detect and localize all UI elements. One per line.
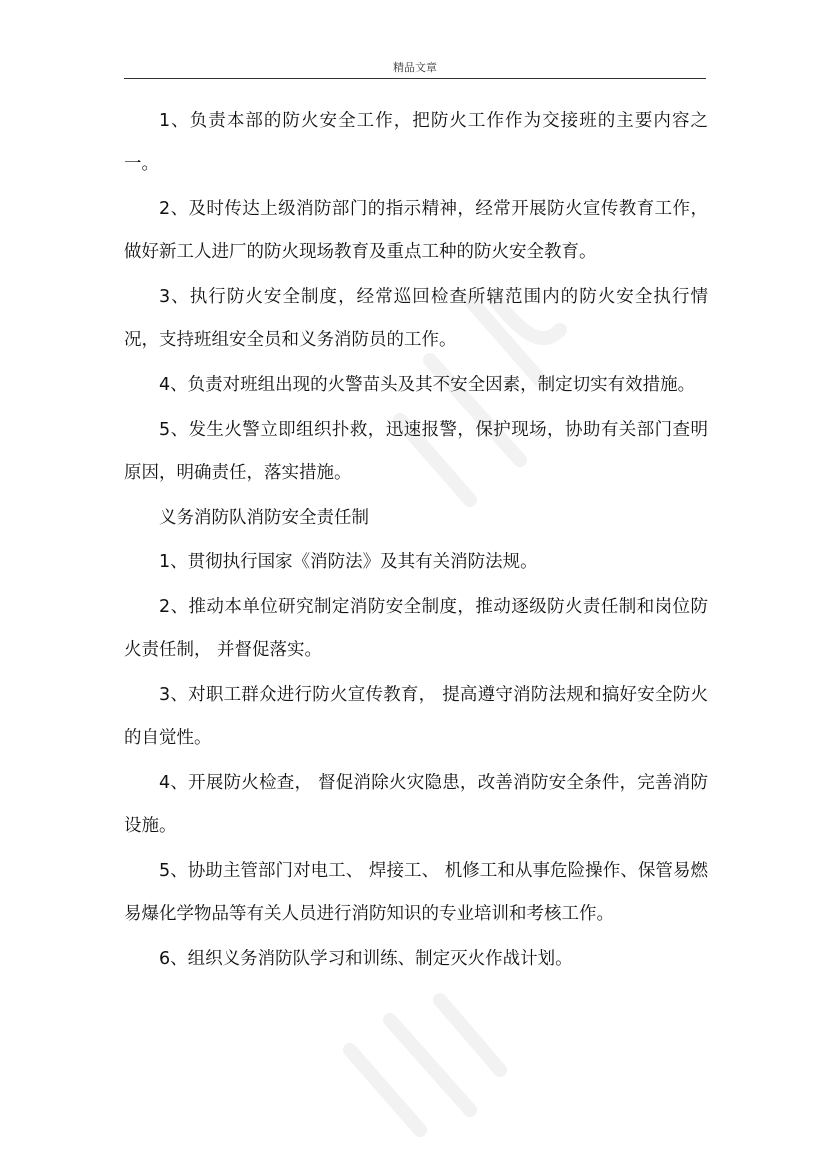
paragraph-1: 1、负责本部的防火安全工作，把防火工作作为交接班的主要内容之一。 bbox=[124, 111, 708, 174]
section-heading: 义务消防队消防安全责任制 bbox=[159, 508, 369, 528]
paragraph-10: 5、协助主管部门对电工、 焊接工、 机修工和从事危险操作、保管易燃易爆化学物品等有关人员进行消防知识的专业培训和考核工作。 bbox=[124, 861, 708, 924]
paragraph-5: 5、发生火警立即组织扑救，迅速报警，保护现场，协助有关部门查明原因，明确责任，落实措施。 bbox=[124, 420, 708, 483]
header-title: 精品文章 bbox=[393, 61, 437, 74]
paragraph-3: 3、执行防火安全制度，经常巡回检查所辖范围内的防火安全执行情况，支持班组安全员和义务消防员的工作。 bbox=[124, 287, 708, 350]
document-body bbox=[124, 100, 708, 981]
paragraph-6: 1、贯彻执行国家《消防法》及其有关消防法规。 bbox=[159, 552, 538, 572]
paragraph-4: 4、负责对班组出现的火警苗头及其不安全因素，制定切实有效措施。 bbox=[159, 375, 696, 395]
page-header bbox=[124, 56, 706, 79]
paragraph-9: 4、开展防火检查， 督促消除火灾隐患，改善消防安全条件，完善消防设施。 bbox=[124, 773, 708, 836]
paragraph-7: 2、推动本单位研究制定消防安全制度，推动逐级防火责任制和岗位防火责任制， 并督促落实。 bbox=[124, 597, 708, 660]
paragraph-8: 3、对职工群众进行防火宣传教育， 提高遵守消防法规和搞好安全防火的自觉性。 bbox=[124, 685, 708, 748]
paragraph-11: 6、组织义务消防队学习和训练、制定灭火作战计划。 bbox=[159, 949, 573, 969]
paragraph-2: 2、及时传达上级消防部门的指示精神，经常开展防火宣传教育工作，做好新工人进厂的防火现场教育及重点工种的防火安全教育。 bbox=[124, 199, 708, 262]
